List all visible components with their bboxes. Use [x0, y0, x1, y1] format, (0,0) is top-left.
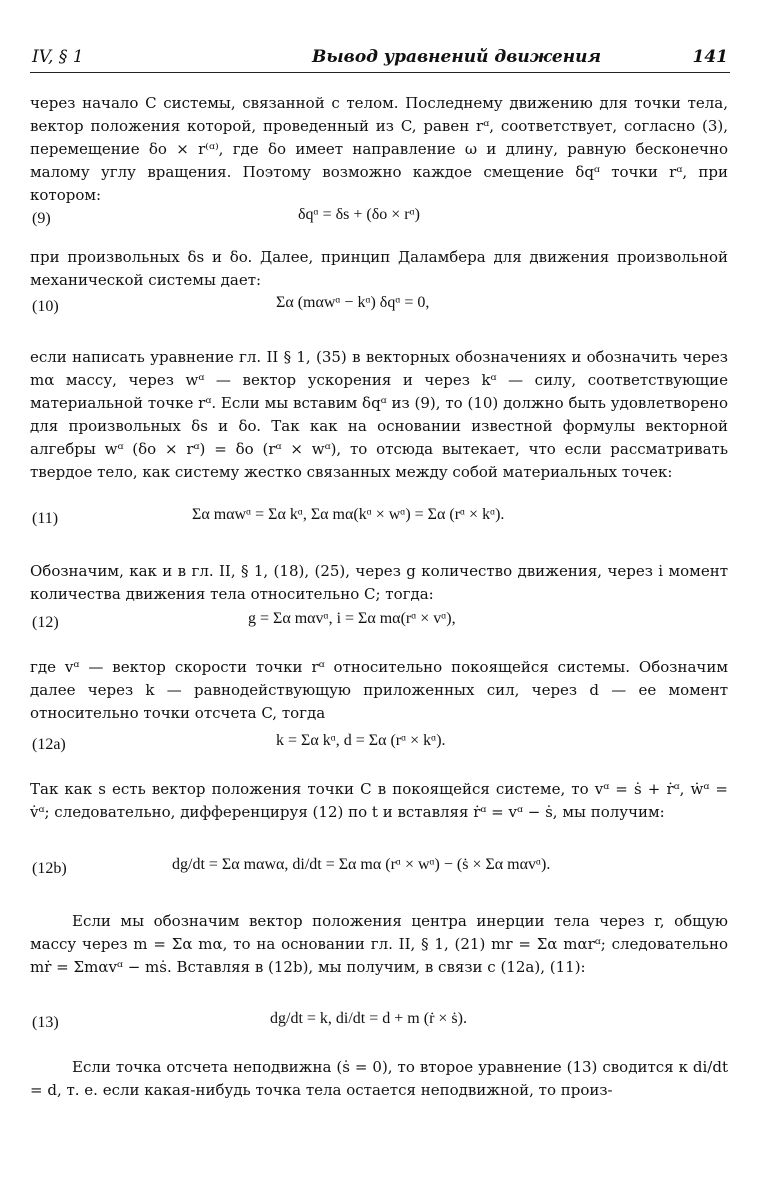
equation-body: δqᵅ = δs + (δo × rᵅ) [298, 206, 420, 223]
equation-body: dg/dt = Σα mαwα, di/dt = Σα mα (rᵅ × wᵅ) − (ṡ × Σα mαvᵅ). [172, 856, 551, 873]
paragraph-7 [30, 910, 728, 979]
equation-number: (12a) [32, 736, 66, 753]
equation-number: (12) [32, 614, 59, 631]
equation-12 [30, 604, 728, 644]
equation-9 [30, 200, 728, 240]
equation-number: (13) [32, 1014, 59, 1031]
equation-10 [30, 288, 728, 328]
paragraph-6 [30, 778, 728, 824]
equation-body: k = Σα kᵅ, d = Σα (rᵅ × kᵅ). [276, 732, 446, 749]
paragraph-text: где vᵅ — вектор скорости точки rᵅ относительно покоящейся системы. Обозначим далее через k — равнодействующую приложенных сил, через d — ее момент относительно точки отсчета C, тогда [30, 658, 728, 722]
paragraph-2 [30, 246, 728, 292]
paragraph-text: Так как s есть вектор положения точки C в покоящейся системе, то vᵅ = ṡ + ṙᵅ, ẇᵅ = v̇ᵅ; следовательно, дифференцируя (12) по t и вставляя ṙᵅ = vᵅ − ṡ, мы получим: [30, 780, 728, 821]
equation-12b [30, 850, 728, 890]
paragraph-3 [30, 346, 728, 484]
paragraph-4 [30, 560, 728, 606]
page-number: 141 [692, 47, 728, 67]
paragraph-1 [30, 92, 728, 207]
running-header [30, 44, 730, 72]
equation-body: dg/dt = k, di/dt = d + m (ṙ × ṡ). [270, 1010, 467, 1027]
equation-body: g = Σα mαvᵅ, i = Σα mα(rᵅ × vᵅ), [248, 610, 456, 627]
equation-body: Σα mαwᵅ = Σα kᵅ, Σα mα(kᵅ × wᵅ) = Σα (rᵅ × kᵅ). [192, 506, 505, 523]
equation-13 [30, 1004, 728, 1044]
equation-number: (9) [32, 210, 51, 227]
equation-number: (11) [32, 510, 59, 527]
paragraph-text: Если мы обозначим вектор положения центра инерции тела через r, общую массу через m = Σα mα, то на основании гл. II, § 1, (21) mr = Σα mαrᵅ; следовательно mṙ = Σmαvᵅ − mṡ. Вставляя в (12b), мы получим, в связи с (12a), (11): [30, 912, 728, 976]
paragraph-text: при произвольных δs и δo. Далее, принцип Даламбера для движения произвольной механической системы дает: [30, 248, 728, 289]
paragraph-text: через начало C системы, связанной с телом. Последнему движению для точки тела, вектор положения которой, проведенный из C, равен rᵅ, соответствует, согласно (3), перемещение δo × r⁽ᵅ⁾, где δo имеет направление ω и длину, равную бесконечно малому углу вращения. Поэтому возможно каждое смещение δqᵅ точки rᵅ, при котором: [30, 94, 728, 204]
equation-body: Σα (mαwᵅ − kᵅ) δqᵅ = 0, [276, 294, 430, 311]
paragraph-text: Если точка отсчета неподвижна (ṡ = 0), то второе уравнение (13) сводится к di/dt = d, т. е. если какая-нибудь точка тела остается неподвижной, то произ- [30, 1058, 728, 1099]
equation-11 [30, 500, 728, 540]
equation-number: (10) [32, 298, 59, 315]
paragraph-8 [30, 1056, 728, 1102]
header-rule [30, 72, 730, 73]
paragraph-text: Обозначим, как и в гл. II, § 1, (18), (25), через g количество движения, через i момент количества движения тела относительно C; тогда: [30, 562, 728, 603]
header-title: Вывод уравнений движения [312, 47, 602, 67]
equation-number: (12b) [32, 860, 67, 877]
chapter-section: IV, § 1 [32, 47, 84, 67]
equation-12a [30, 726, 728, 766]
paragraph-text: если написать уравнение гл. II § 1, (35) в векторных обозначениях и обозначить через mα массу, через wᵅ — вектор ускорения и через kᵅ — силу, соответствующие материальной точке rᵅ. Если мы вставим δqᵅ из (9), то (10) должно быть удовлетворено для произвольных δs и δo. Так как на основании известной формулы векторной алгебры wᵅ (δo × rᵅ) = δo (rᵅ × wᵅ), то отсюда вытекает, что если рассматривать твердое тело, как систему жестко связанных между собой материальных точек: [30, 348, 728, 481]
paragraph-5 [30, 656, 728, 725]
